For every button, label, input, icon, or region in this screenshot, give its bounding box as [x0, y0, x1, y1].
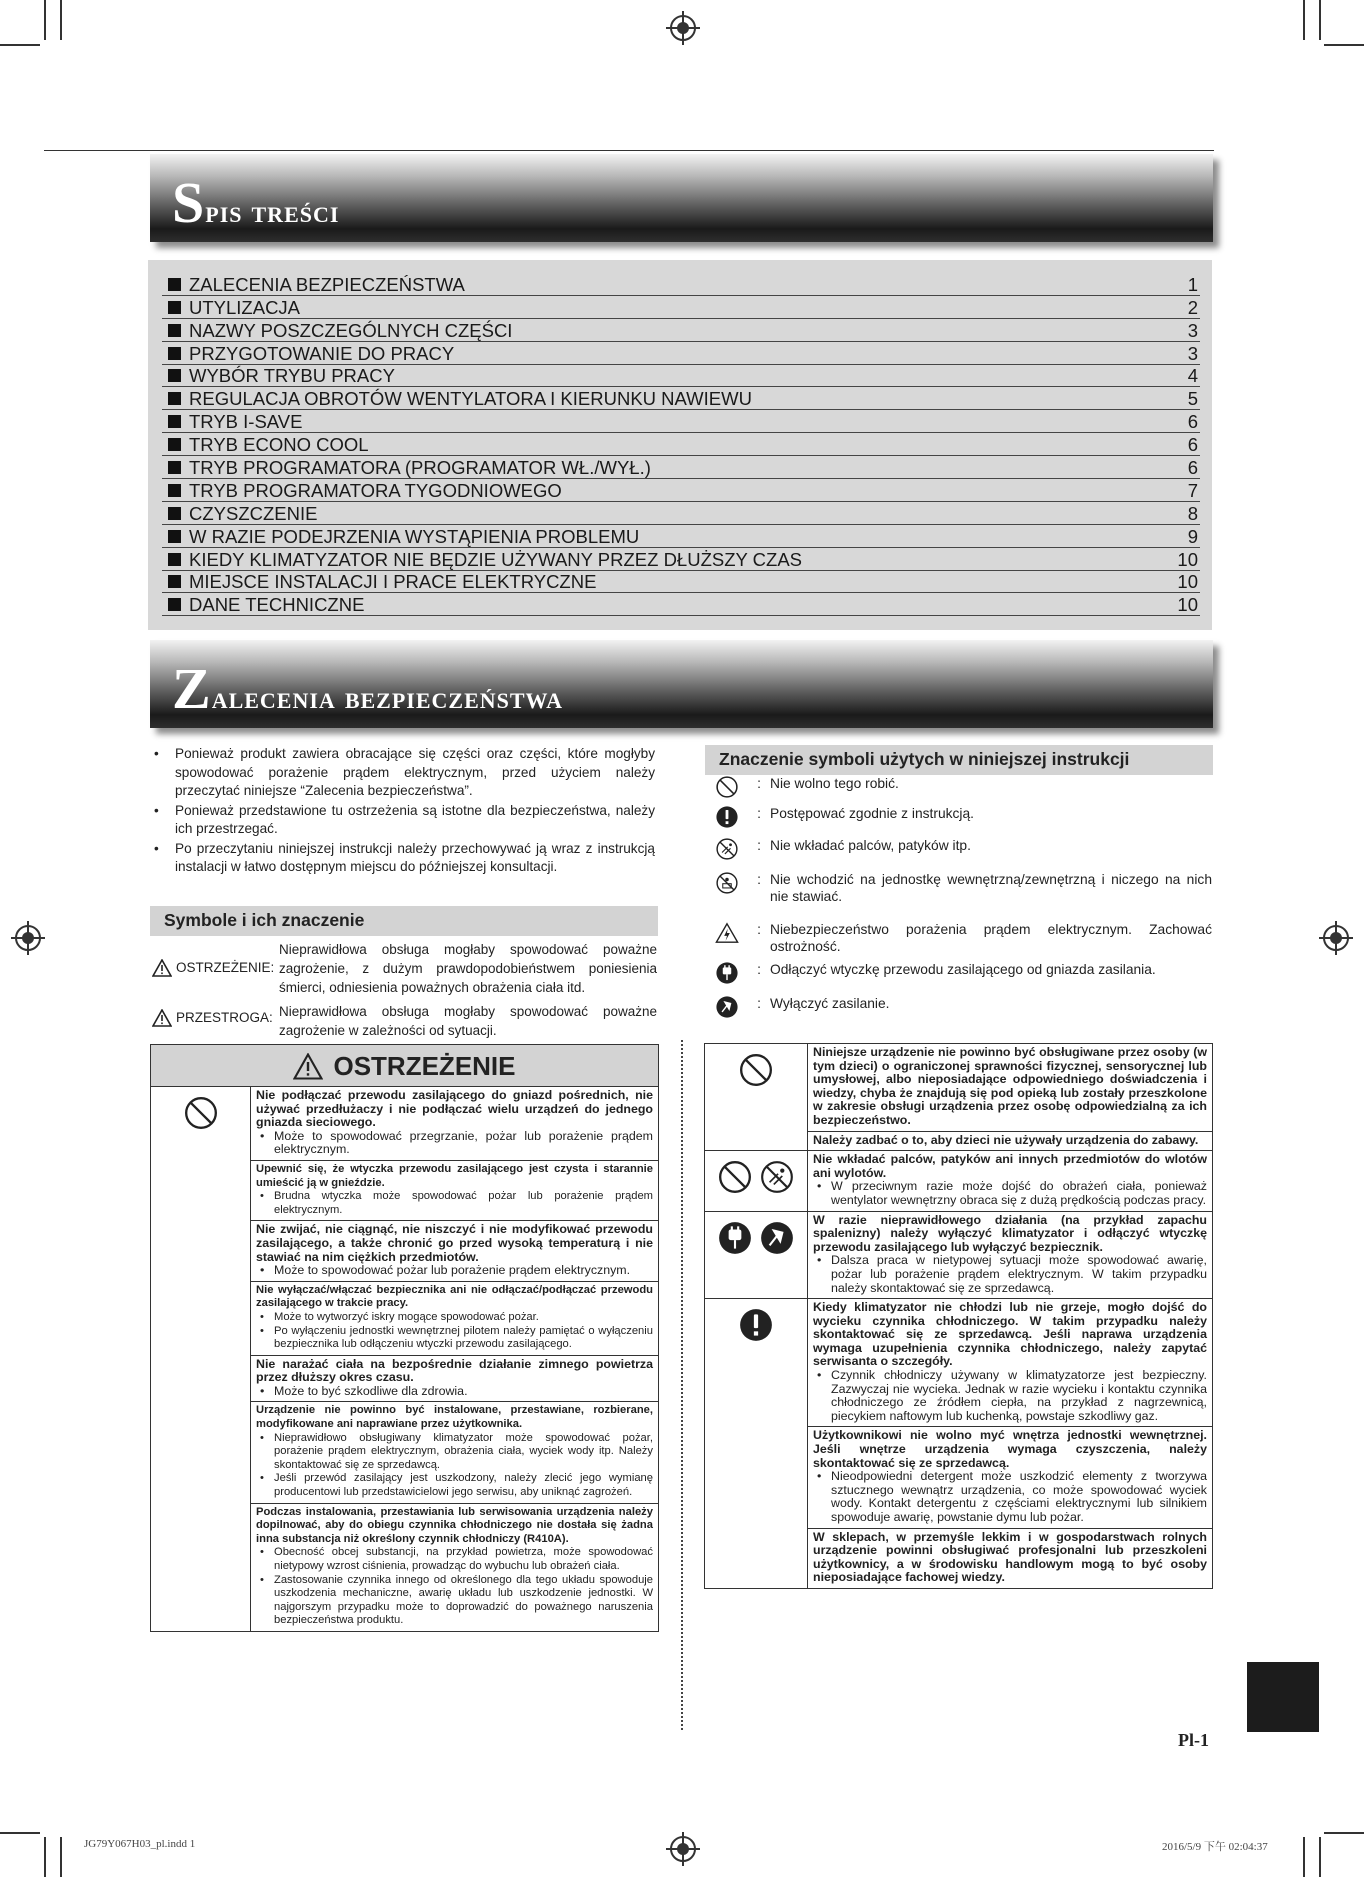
registration-mark-icon [15, 925, 41, 951]
colon: : [757, 922, 761, 937]
page-number: Pl-1 [1178, 1730, 1209, 1750]
crop-mark [44, 1837, 46, 1877]
crop-mark [44, 0, 46, 40]
rule-bullet: • Może to być szkodliwe dla zdrowia. [256, 1385, 653, 1399]
prohibit-icon [183, 1095, 219, 1135]
warning-text: Nieprawidłowa obsługa mogłaby spowodować poważne zagrożenie, z dużym prawdopodobieństwem poniesienia śmierci, odniesienia poważnych obrażenia ciała itd. [279, 942, 657, 995]
rule-bullet: • Nieodpowiedni detergent może uszkodzić elementy z tworzywa sztucznego wewnątrz urządzenia, co może spowodować wyciek wody. Kontakt detergentu z częściami elektrycznymi lub silnikiem spowoduje awarię, powstanie dymu lub pożar. [813, 1470, 1207, 1524]
toc-item-label: DANE TECHNICZNE [189, 594, 365, 616]
file-name: JG79Y067H03_pl.indd 1 [84, 1838, 196, 1850]
toc-item-page: 7 [1187, 479, 1198, 501]
top-rule [44, 150, 1214, 151]
toc-item[interactable] [162, 456, 1200, 479]
bullet-square-icon [168, 301, 181, 314]
toc-item[interactable] [162, 593, 1200, 616]
warning-definition [152, 940, 656, 1000]
toc-item[interactable] [162, 502, 1200, 525]
unplug-icon [715, 961, 739, 989]
toc-item-label: ZALECENIA BEZPIECZEŃSTWA [189, 273, 465, 295]
bullet-square-icon [168, 369, 181, 382]
toc-item[interactable] [162, 319, 1200, 342]
warning-table-right [704, 1043, 1213, 1589]
intro-item: • Po przeczytaniu niniejszej instrukcji należy przechowywać ją wraz z instrukcją instalacji w łatwo dostępnym miejscu do późniejszej konsultacji. [150, 840, 655, 877]
warning-label: OSTRZEŻENIE: [152, 958, 274, 977]
rule-bullet: • Brudna wtyczka może spowodować pożar lub porażenie prądem elektrycznym. [256, 1190, 653, 1217]
toc-item[interactable] [162, 296, 1200, 319]
crop-mark [1303, 1837, 1305, 1877]
rule-bullet: • Dalsza praca w nietypowej sytuacji może spowodować awarię, pożar lub porażenie prądem elektrycznym. W takim przypadku należy skontaktować się ze sprzedawcą. [813, 1254, 1207, 1295]
prohibit-icon [738, 1052, 774, 1092]
rule-text: Użytkownikowi nie wolno myć wnętrza jednostki wewnętrznej. Jeśli wnętrze urządzenia wymaga czyszczenia, należy skontaktować się ze sprzedawcą. [813, 1428, 1207, 1470]
registration-mark-icon [670, 1836, 696, 1862]
safety-banner [150, 640, 1213, 728]
rule-text: Nie zwijać, nie ciągnąć, nie niszczyć i nie modyfikować przewodu zasilającego, a także chronić go przed wysoką temperaturą i nie stawiać na nim ciężkich przedmiotów. [256, 1222, 653, 1264]
rule-bullet: • Zastosowanie czynnika innego od określonego dla tego układu spowoduje uszkodzenia mechaniczne, awarię układu lub uszkodzenie jednostki. W najgorszym przypadku może to doprowadzić do poważnego naruszenia bezpieczeństwa produktu. [256, 1574, 653, 1628]
toc-item-label: TRYB PROGRAMATORA (PROGRAMATOR WŁ./WYŁ.) [189, 457, 651, 479]
prohibit-icon [717, 1159, 753, 1199]
toc-item[interactable] [162, 365, 1200, 388]
caution-definition [152, 1002, 656, 1042]
colon: : [757, 996, 761, 1011]
toc-item-label: WYBÓR TRYBU PRACY [189, 365, 395, 387]
intro-list [150, 745, 655, 878]
colon: : [757, 872, 761, 887]
toc-item[interactable] [162, 342, 1200, 365]
intro-item: • Ponieważ produkt zawiera obracające się części oraz części, które mogłyby spowodować porażenie prądem elektrycznym, przed użyciem należy przeczytać niniejsze “Zalecenia bezpieczeństwa”. [150, 745, 655, 801]
symbol-meaning-row [712, 921, 1212, 955]
rule-bullet: • W przeciwnym razie może dojść do obrażeń ciała, ponieważ wentylator wewnętrzny obraca się z dużą prędkością podczas pracy. [813, 1180, 1207, 1207]
rule-bullet: • Może to spowodować pożar lub porażenie prądem elektrycznym. [256, 1264, 653, 1278]
rule-text: Niniejsze urządzenie nie powinno być obsługiwane przez osoby (w tym dzieci) o ograniczonej sprawności fizycznej, sensorycznej lub umysłowej, albo nieposiadające odpowiedniego doświadczenia i wiedzy, chyba że znajdują się pod opieką lub zostały przeszkolone w zakresie obsługi urządzenia przez osobę odpowiedzialną za ich bezpieczeństwo. [813, 1045, 1207, 1127]
toc-item-page: 5 [1187, 388, 1198, 410]
caution-label: PRZESTROGA: [152, 1008, 273, 1027]
crop-mark [1324, 1832, 1364, 1834]
colon: : [757, 962, 761, 977]
toc-item-page: 10 [1177, 548, 1198, 570]
warning-rule-row [705, 1211, 1213, 1299]
column-divider [681, 1040, 683, 1730]
warning-rule-row [705, 1044, 1213, 1132]
toc-item[interactable] [162, 273, 1200, 296]
bullet-square-icon [168, 438, 181, 451]
symbol-meaning-text: Niebezpieczeństwo porażenia prądem elektrycznym. Zachować ostrożność. [770, 922, 1212, 954]
rule-text: Nie narażać ciała na bezpośrednie działanie zimnego powietrza przez dłuższy okres czasu. [256, 1356, 653, 1385]
toc-item-page: 1 [1187, 273, 1198, 295]
registration-mark-icon [670, 15, 696, 41]
colon: : [757, 838, 761, 853]
table-of-contents [148, 260, 1212, 630]
bullet-square-icon [168, 392, 181, 405]
symbol-meaning-text: Postępować zgodnie z instrukcją. [770, 806, 974, 821]
bullet-square-icon [168, 484, 181, 497]
warning-table-header: OSTRZEŻENIE [150, 1044, 659, 1087]
page-tab-marker [1247, 1662, 1319, 1732]
warning-table-left [150, 1086, 659, 1632]
bullet-square-icon [168, 553, 181, 566]
crop-mark [1319, 1837, 1321, 1877]
rule-text: Podczas instalowania, przestawiania lub serwisowania urządzenia należy dopilnować, aby do obiegu czynnika chłodniczego nie dostała się żadna inna substancja niż określony czynnik chłodniczy (R410A). [256, 1505, 653, 1545]
power-off-icon [715, 995, 739, 1023]
unplug-icon [717, 1220, 753, 1260]
bullet-square-icon [168, 347, 181, 360]
toc-item-label: TRYB ECONO COOL [189, 434, 369, 456]
crop-mark [0, 44, 40, 46]
toc-item-page: 9 [1187, 525, 1198, 547]
warning-triangle-icon [152, 959, 172, 977]
warning-rule-row [705, 1151, 1213, 1211]
rule-text: Urządzenie nie powinno być instalowane, przestawiane, rozbierane, modyfikowane ani naprawiane przez użytkownika. [256, 1404, 653, 1431]
toc-item-page: 8 [1187, 502, 1198, 524]
symbol-meaning-row [712, 995, 1212, 1021]
rule-text: Nie wkładać palców, patyków ani innych przedmiotów do wlotów ani wylotów. [813, 1152, 1207, 1180]
prohibit-icon [715, 775, 739, 803]
bullet-square-icon [168, 461, 181, 474]
no-fingers-icon [715, 837, 739, 865]
print-timestamp: 2016/5/9 下午 02:04:37 [1162, 1841, 1268, 1853]
toc-item-page: 4 [1187, 365, 1198, 387]
safety-title: Zalecenia bezpieczeństwa [172, 656, 563, 721]
rule-bullet: • Czynnik chłodniczy używany w klimatyzatorze jest bezpieczny. Zazwyczaj nie wycieka. Jednak w razie wycieku i kontaktu czynnika chłodniczego ze źródłem ciepła, na przykład z nagrzewnicą, piecykiem naftowym lub kuchenką, powstaje szkodliwy gaz. [813, 1369, 1207, 1423]
toc-item-label: KIEDY KLIMATYZATOR NIE BĘDZIE UŻYWANY PRZEZ DŁUŻSZY CZAS [189, 548, 803, 570]
bullet-square-icon [168, 278, 181, 291]
symbol-meaning-text: Wyłączyć zasilanie. [770, 996, 890, 1011]
rule-text: W razie nieprawidłowego działania (na przykład zapachu spalenizny) należy wyłączyć klimatyzator i odłączyć wtyczkę przewodu zasilającego lub wyłączyć bezpiecznik. [813, 1212, 1207, 1254]
toc-item[interactable] [162, 479, 1200, 502]
bullet-square-icon [168, 415, 181, 428]
crop-mark [1303, 0, 1305, 40]
symbol-meaning-row [712, 837, 1212, 863]
electric-shock-icon [715, 921, 739, 949]
no-step-icon [715, 871, 739, 899]
rule-text: Nie podłączać przewodu zasilającego do gniazd pośrednich, nie używać przedłużaczy i nie podłączać wielu urządzeń do jednego gniazda sieciowego. [256, 1088, 653, 1130]
colon: : [757, 776, 761, 791]
rule-bullet: • Może to spowodować przegrzanie, pożar lub porażenie prądem elektrycznym. [256, 1130, 653, 1157]
crop-mark [60, 0, 62, 40]
toc-banner [150, 154, 1213, 242]
toc-item-label: TRYB PROGRAMATORA TYGODNIOWEGO [189, 479, 562, 501]
toc-item-page: 3 [1187, 342, 1198, 364]
toc-item-label: PRZYGOTOWANIE DO PRACY [189, 342, 455, 364]
toc-item-page: 2 [1187, 296, 1198, 318]
toc-item-label: REGULACJA OBROTÓW WENTYLATORA I KIERUNKU NAWIEWU [189, 388, 752, 410]
instruction-icon [715, 805, 739, 833]
crop-mark [60, 1837, 62, 1877]
bullet-square-icon [168, 575, 181, 588]
toc-item[interactable] [162, 571, 1200, 594]
warning-rule-row [705, 1299, 1213, 1427]
toc-item[interactable] [162, 525, 1200, 548]
symbol-meaning-text: Odłączyć wtyczkę przewodu zasilającego od gniazda zasilania. [770, 962, 1156, 977]
toc-item-page: 3 [1187, 319, 1198, 341]
rule-text: Upewnić się, że wtyczka przewodu zasilającego jest czysta i starannie umieścić ją w gnieździe. [256, 1162, 653, 1189]
rule-bullet: • Obecność obcej substancji, na przykład powietrza, może spowodować nietypowy wzrost ciśnienia, prowadząc do wybuchu lub obrażeń ciała. [256, 1546, 653, 1573]
symbols-heading: Symbole i ich znaczenie [150, 906, 658, 936]
toc-title: Spis treści [172, 170, 340, 235]
toc-item-page: 10 [1177, 594, 1198, 616]
registration-mark-icon [1323, 925, 1349, 951]
bullet-square-icon [168, 324, 181, 337]
crop-mark [1324, 44, 1364, 46]
toc-item-page: 10 [1177, 571, 1198, 593]
symbol-meaning-row [712, 805, 1212, 831]
toc-item[interactable] [162, 387, 1200, 410]
toc-item-label: MIEJSCE INSTALACJI I PRACE ELEKTRYCZNE [189, 571, 597, 593]
toc-item-label: W RAZIE PODEJRZENIA WYSTĄPIENIA PROBLEMU [189, 525, 640, 547]
toc-item-label: CZYSZCZENIE [189, 502, 318, 524]
instruction-icon [738, 1307, 774, 1347]
toc-item-page: 6 [1187, 434, 1198, 456]
symbol-meaning-text: Nie wkładać palców, patyków itp. [770, 838, 971, 853]
intro-item: • Ponieważ przedstawione tu ostrzeżenia są istotne dla bezpieczeństwa, należy ich przestrzegać. [150, 802, 655, 839]
rule-text: Należy zadbać o to, aby dzieci nie używały urządzenia do zabawy. [813, 1132, 1199, 1147]
rule-bullet: • Może to wytworzyć iskry mogące spowodować pożar. [256, 1311, 653, 1325]
colon: : [757, 806, 761, 821]
bullet-square-icon [168, 598, 181, 611]
rule-bullet: • Nieprawidłowo obsługiwany klimatyzator może spowodować pożar, porażenie prądem elektrycznym, obrażenia ciała, wyciek wody itp. Należy skontaktować się ze sprzedawcą. [256, 1432, 653, 1473]
warning-rule-row [151, 1087, 659, 1161]
crop-mark [1319, 0, 1321, 40]
toc-item-page: 6 [1187, 457, 1198, 479]
bullet-square-icon [168, 530, 181, 543]
rule-text: Kiedy klimatyzator nie chłodzi lub nie grzeje, mogło dojść do wycieku czynnika chłodniczego. W takim przypadku należy skontaktować się ze sprzedawcą. Jeśli naprawa urządzenia wymaga uzupełnienia czynnika chłodniczego, należy zapytać serwisanta o szczegóły. [813, 1300, 1207, 1369]
power-off-icon [759, 1220, 795, 1260]
toc-item-page: 6 [1187, 411, 1198, 433]
rule-bullet: • Jeśli przewód zasilający jest uszkodzony, należy zlecić jego wymianę producentowi lub przedstawicielowi jego serwisu, aby uniknąć zagrożeń. [256, 1472, 653, 1499]
toc-item[interactable] [162, 548, 1200, 571]
rule-text: W sklepach, w przemyśle lekkim i w gospodarstwach rolnych urządzenie powinni obsługiwać profesjonalni lub przeszkoleni użytkownicy, a w środowisku handlowym mogą to być osoby nieposiadające fachowej wiedzy. [813, 1529, 1207, 1585]
symbol-meaning-row [712, 961, 1212, 987]
rule-bullet: • Po wyłączeniu jednostki wewnętrznej pilotem należy pamiętać o wyłączeniu bezpiecznika lub odłączeniu wtyczki przewodu zasilającego. [256, 1325, 653, 1352]
toc-item-label: NAZWY POSZCZEGÓLNYCH CZĘŚCI [189, 319, 513, 341]
no-fingers-icon [759, 1159, 795, 1199]
toc-item[interactable] [162, 433, 1200, 456]
symbol-meaning-text: Nie wchodzić na jednostkę wewnętrzną/zewnętrzną i niczego na nich nie stawiać. [770, 872, 1212, 904]
symbol-meaning-text: Nie wolno tego robić. [770, 776, 899, 791]
symbol-meaning-row [712, 871, 1212, 905]
toc-item[interactable] [162, 410, 1200, 433]
crop-mark [0, 1832, 40, 1834]
rule-text: Nie wyłączać/włączać bezpiecznika ani nie odłączać/podłączać przewodu zasilającego w trakcie pracy. [256, 1283, 653, 1310]
toc-item-label: UTYLIZACJA [189, 296, 301, 318]
toc-item-label: TRYB I-SAVE [189, 411, 303, 433]
caution-text: Nieprawidłowa obsługa mogłaby spowodować poważne zagrożenie w zależności od sytuacji. [279, 1004, 657, 1038]
bullet-square-icon [168, 507, 181, 520]
warning-triangle-icon [152, 1009, 172, 1027]
warning-triangle-icon [293, 1053, 323, 1080]
symbol-meaning-row [712, 775, 1212, 801]
meaning-heading: Znaczenie symboli użytych w niniejszej instrukcji [705, 745, 1213, 775]
